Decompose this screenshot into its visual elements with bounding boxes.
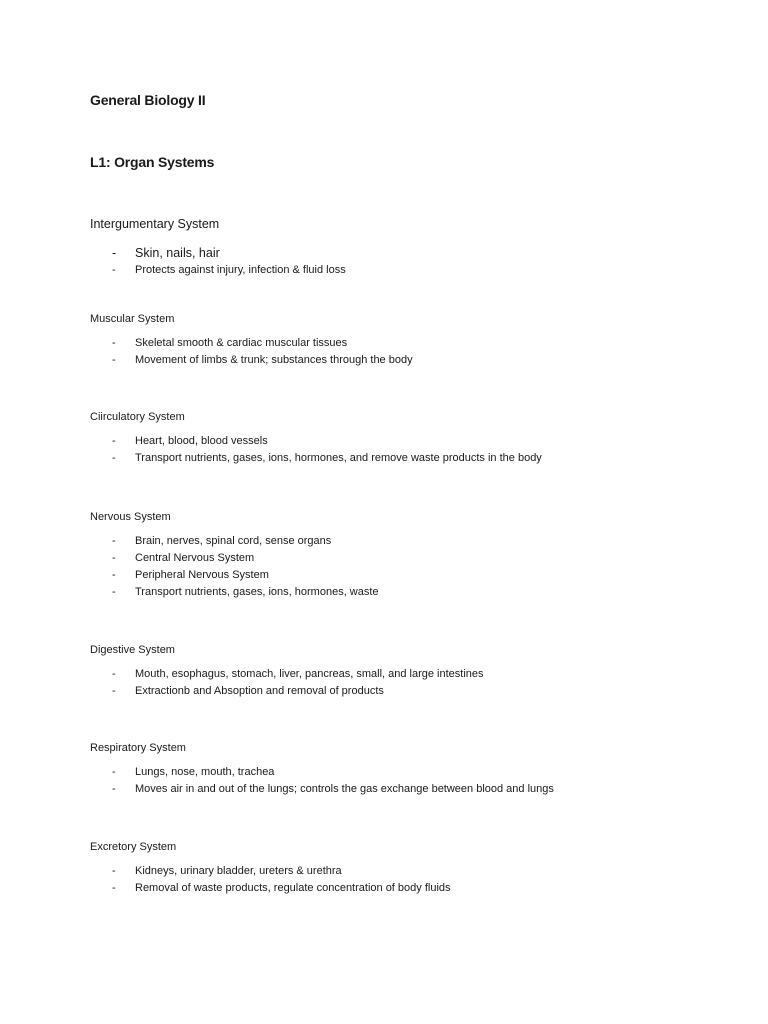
section-respiratory-system (90, 741, 690, 798)
list-item (90, 666, 690, 683)
section-intergumentary-system (90, 217, 690, 279)
bullet-dash: - (112, 535, 116, 547)
bullet-list (90, 433, 690, 467)
bullet-dash: - (112, 354, 116, 366)
list-item-text: Moves air in and out of the lungs; controls the gas exchange between blood and lungs (135, 783, 554, 795)
section-heading: Respiratory System (90, 742, 186, 754)
bullet-list (90, 666, 690, 700)
bullet-dash: - (112, 264, 116, 276)
list-item-text: Extractionb and Absoption and removal of products (135, 685, 384, 697)
section-heading: Intergumentary System (90, 217, 220, 231)
section-excretory-system (90, 840, 690, 897)
section-circulatory-system (90, 410, 690, 467)
list-item (90, 433, 690, 450)
list-item (90, 781, 690, 798)
list-item (90, 863, 690, 880)
list-item (90, 352, 690, 369)
section-heading: Muscular System (90, 313, 175, 325)
bullet-dash: - (112, 865, 116, 877)
bullet-list (90, 764, 690, 798)
list-item-text: Central Nervous System (135, 552, 255, 564)
section-muscular-system (90, 312, 690, 369)
list-item (90, 683, 690, 700)
section-heading: Ciirculatory System (90, 411, 185, 423)
bullet-dash: - (112, 337, 116, 349)
list-item (90, 262, 690, 279)
list-item-text: Skin, nails, hair (135, 246, 220, 260)
section-heading: Excretory System (90, 841, 177, 853)
list-item-text: Mouth, esophagus, stomach, liver, pancreas, small, and large intestines (135, 668, 484, 680)
list-item (90, 550, 690, 567)
section-heading: Nervous System (90, 511, 171, 523)
bullet-dash: - (112, 783, 116, 795)
list-item-text: Heart, blood, blood vessels (135, 435, 268, 447)
list-item-text: Lungs, nose, mouth, trachea (135, 766, 275, 778)
list-item (90, 335, 690, 352)
list-item-text: Peripheral Nervous System (135, 569, 269, 581)
list-item (90, 567, 690, 584)
list-item-text: Skeletal smooth & cardiac muscular tissues (135, 337, 348, 349)
list-item (90, 244, 690, 262)
document-title: General Biology II (90, 92, 206, 108)
bullet-dash: - (112, 586, 116, 598)
bullet-list (90, 244, 690, 279)
list-item-text: Removal of waste products, regulate concentration of body fluids (135, 882, 451, 894)
section-digestive-system (90, 643, 690, 700)
list-item-text: Brain, nerves, spinal cord, sense organs (135, 535, 332, 547)
list-item-text: Movement of limbs & trunk; substances through the body (135, 354, 413, 366)
bullet-dash: - (112, 552, 116, 564)
bullet-dash: - (112, 569, 116, 581)
list-item (90, 533, 690, 550)
bullet-list (90, 863, 690, 897)
bullet-list (90, 533, 690, 601)
list-item (90, 764, 690, 781)
bullet-list (90, 335, 690, 369)
section-nervous-system (90, 510, 690, 601)
bullet-dash: - (112, 435, 116, 447)
bullet-dash: - (112, 766, 116, 778)
list-item-text: Transport nutrients, gases, ions, hormones, and remove waste products in the body (135, 452, 542, 464)
bullet-dash: - (112, 452, 116, 464)
bullet-dash: - (112, 246, 117, 260)
lecture-title: L1: Organ Systems (90, 154, 215, 170)
list-item (90, 584, 690, 601)
list-item-text: Transport nutrients, gases, ions, hormones, waste (135, 586, 379, 598)
section-heading: Digestive System (90, 644, 175, 656)
bullet-dash: - (112, 685, 116, 697)
list-item-text: Protects against injury, infection & fluid loss (135, 264, 346, 276)
list-item (90, 880, 690, 897)
bullet-dash: - (112, 668, 116, 680)
list-item (90, 450, 690, 467)
bullet-dash: - (112, 882, 116, 894)
list-item-text: Kidneys, urinary bladder, ureters & urethra (135, 865, 342, 877)
